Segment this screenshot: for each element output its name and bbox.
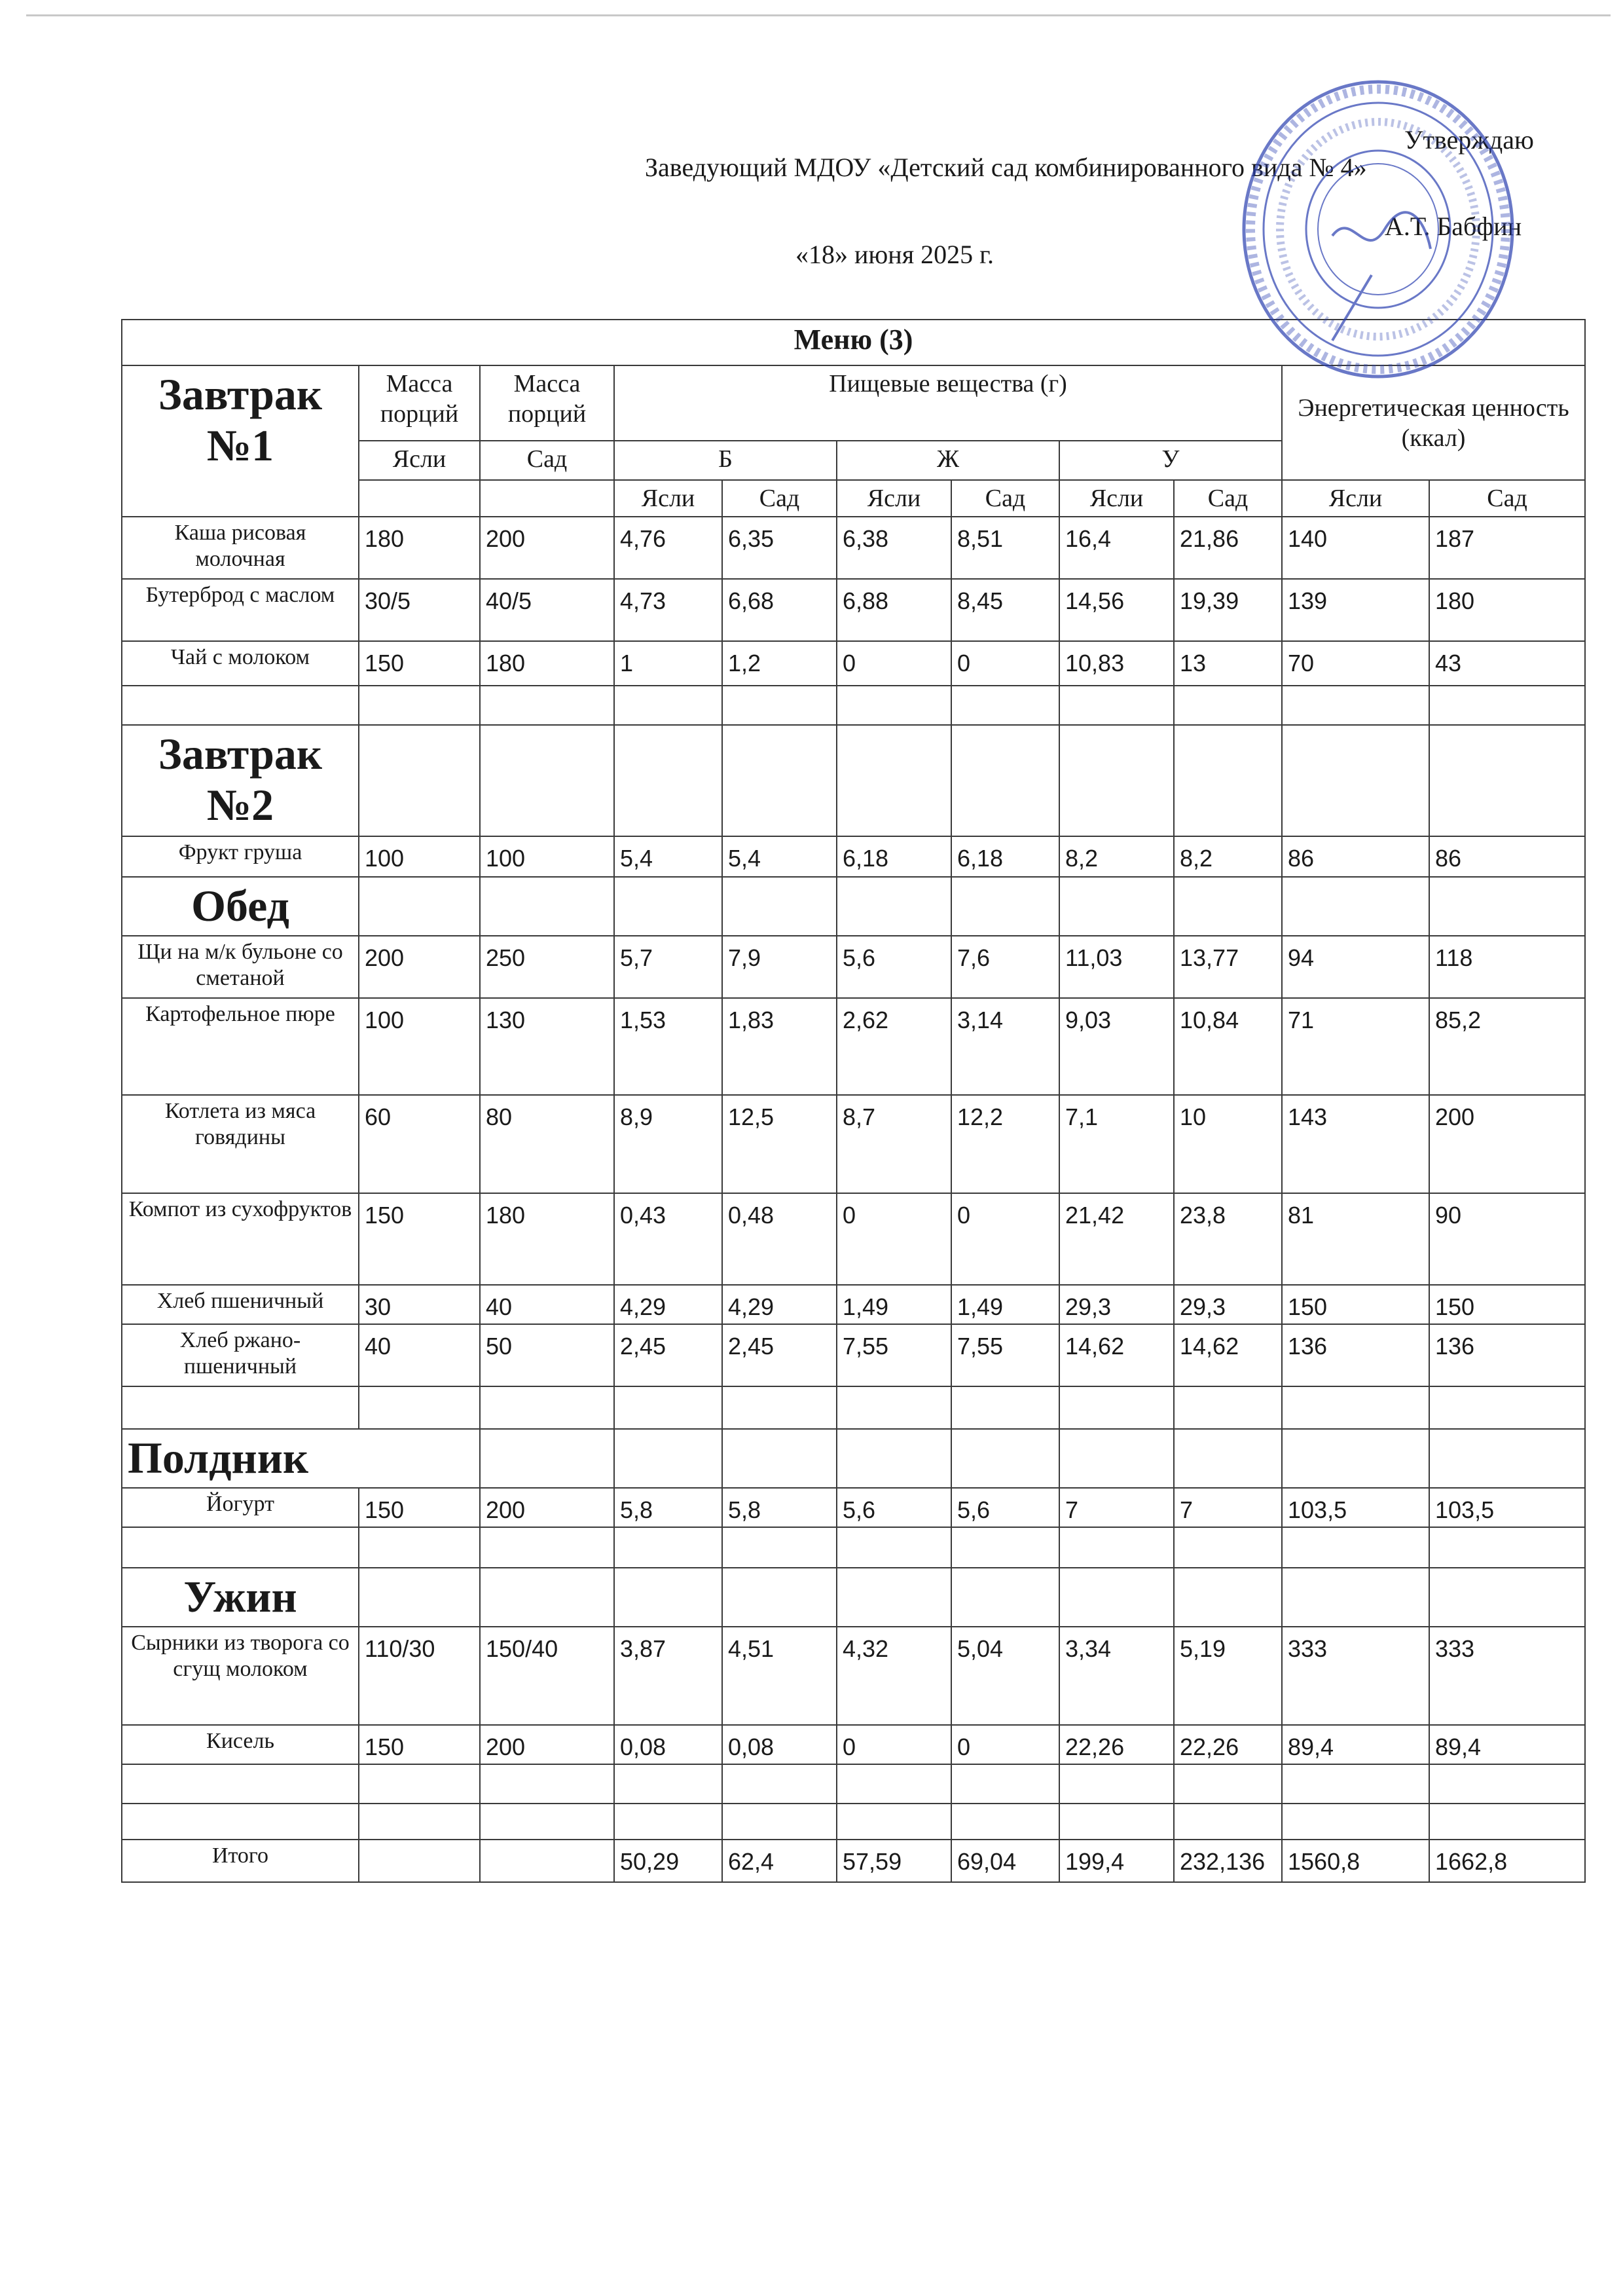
dish-name: Сырники из творога со сгущ молоком [122, 1627, 359, 1725]
value-cell: 89,4 [1429, 1725, 1585, 1764]
value-cell: 0,43 [614, 1193, 722, 1285]
section-row [122, 877, 1585, 936]
empty-cell [614, 1386, 722, 1429]
section-breakfast-2: Завтрак №2 [122, 725, 359, 836]
value-cell: 0 [837, 641, 951, 686]
value-cell: 4,29 [722, 1285, 837, 1324]
energy-header: Энергетическая ценность (ккал) [1282, 365, 1585, 480]
value-cell: 5,04 [951, 1627, 1059, 1725]
value-cell: 180 [359, 517, 480, 579]
empty-cell [359, 1386, 480, 1429]
energy-sad-label: Сад [1429, 480, 1585, 517]
value-cell: 7,55 [951, 1324, 1059, 1386]
empty-cell [951, 1386, 1059, 1429]
carbs-yasli-label: Ясли [1059, 480, 1174, 517]
value-cell: 5,4 [722, 836, 837, 877]
value-cell: 62,4 [722, 1840, 837, 1882]
value-cell: 40/5 [480, 579, 614, 641]
value-cell: 12,5 [722, 1095, 837, 1193]
value-cell: 43 [1429, 641, 1585, 686]
value-cell: 8,9 [614, 1095, 722, 1193]
value-cell: 22,26 [1059, 1725, 1174, 1764]
empty-cell [1282, 686, 1429, 725]
value-cell: 0,08 [614, 1725, 722, 1764]
value-cell: 6,88 [837, 579, 951, 641]
empty-cell [1282, 1804, 1429, 1840]
value-cell: 199,4 [1059, 1840, 1174, 1882]
value-cell: 6,38 [837, 517, 951, 579]
dish-name: Чай с молоком [122, 641, 359, 686]
mass-header-sad: Масса порций [480, 365, 614, 441]
dish-name: Картофельное пюре [122, 998, 359, 1095]
value-cell: 130 [480, 998, 614, 1095]
empty-cell [480, 1527, 614, 1568]
value-cell: 6,18 [837, 836, 951, 877]
dish-name: Котлета из мяса говядины [122, 1095, 359, 1193]
empty-cell [359, 1804, 480, 1840]
value-cell: 1560,8 [1282, 1840, 1429, 1882]
section-row [122, 725, 1585, 836]
value-cell: 13,77 [1174, 936, 1282, 998]
empty-cell [1059, 1386, 1174, 1429]
table-row [122, 936, 1585, 998]
carbs-header: У [1059, 441, 1282, 480]
value-cell: 150 [359, 641, 480, 686]
value-cell: 29,3 [1174, 1285, 1282, 1324]
value-cell: 6,68 [722, 579, 837, 641]
value-cell: 100 [359, 836, 480, 877]
value-cell: 0,48 [722, 1193, 837, 1285]
value-cell: 1662,8 [1429, 1840, 1585, 1882]
value-cell: 100 [480, 836, 614, 877]
value-cell: 0,08 [722, 1725, 837, 1764]
value-cell: 136 [1429, 1324, 1585, 1386]
section-row [122, 1568, 1585, 1627]
approval-date: «18» июня 2025 г. [795, 240, 994, 269]
value-cell: 200 [359, 936, 480, 998]
value-cell: 139 [1282, 579, 1429, 641]
value-cell: 180 [480, 1193, 614, 1285]
value-cell: 10,83 [1059, 641, 1174, 686]
value-cell: 11,03 [1059, 936, 1174, 998]
value-cell: 1,53 [614, 998, 722, 1095]
value-cell: 22,26 [1174, 1725, 1282, 1764]
energy-yasli-label: Ясли [1282, 480, 1429, 517]
value-cell: 23,8 [1174, 1193, 1282, 1285]
value-cell: 150/40 [480, 1627, 614, 1725]
section-dinner: Ужин [122, 1568, 359, 1627]
value-cell: 136 [1282, 1324, 1429, 1386]
dish-name: Йогурт [122, 1488, 359, 1527]
empty-cell [359, 1527, 480, 1568]
dish-name: Каша рисовая молочная [122, 517, 359, 579]
value-cell: 333 [1282, 1627, 1429, 1725]
empty-cell [614, 1804, 722, 1840]
value-cell: 81 [1282, 1193, 1429, 1285]
value-cell: 150 [1282, 1285, 1429, 1324]
value-cell: 0 [951, 641, 1059, 686]
dish-name: Хлеб ржано-пшеничный [122, 1324, 359, 1386]
empty-cell [1282, 1764, 1429, 1804]
dish-name: Итого [122, 1840, 359, 1882]
value-cell: 16,4 [1059, 517, 1174, 579]
empty-cell [614, 686, 722, 725]
value-cell: 2,45 [722, 1324, 837, 1386]
protein-header: Б [614, 441, 837, 480]
dish-name: Бутерброд с маслом [122, 579, 359, 641]
value-cell: 7,55 [837, 1324, 951, 1386]
value-cell: 8,45 [951, 579, 1059, 641]
value-cell: 57,59 [837, 1840, 951, 1882]
head-position-line: Заведующий МДОУ «Детский сад комбинированного вида № 4» [645, 153, 1367, 182]
value-cell: 232,136 [1174, 1840, 1282, 1882]
value-cell: 5,7 [614, 936, 722, 998]
table-row [122, 1285, 1585, 1324]
value-cell: 4,51 [722, 1627, 837, 1725]
value-cell: 12,2 [951, 1095, 1059, 1193]
value-cell: 6,18 [951, 836, 1059, 877]
value-cell: 7,9 [722, 936, 837, 998]
table-row [122, 579, 1585, 641]
value-cell: 0 [837, 1725, 951, 1764]
fat-header: Ж [837, 441, 1059, 480]
value-cell: 150 [359, 1193, 480, 1285]
empty-cell [1059, 1804, 1174, 1840]
value-cell: 5,6 [837, 936, 951, 998]
signer-name: А.Т. Бабфин [1385, 212, 1522, 241]
value-cell: 89,4 [1282, 1725, 1429, 1764]
value-cell: 0 [951, 1725, 1059, 1764]
section-lunch: Обед [122, 877, 359, 936]
empty-cell [480, 1386, 614, 1429]
value-cell: 30/5 [359, 579, 480, 641]
value-cell: 8,51 [951, 517, 1059, 579]
protein-sad-label: Сад [722, 480, 837, 517]
value-cell: 200 [480, 1725, 614, 1764]
value-cell: 7,6 [951, 936, 1059, 998]
value-cell: 8,2 [1174, 836, 1282, 877]
table-row [122, 517, 1585, 579]
section-breakfast-1: Завтрак №1 [122, 365, 359, 517]
empty-cell [1429, 1804, 1585, 1840]
value-cell: 2,62 [837, 998, 951, 1095]
empty-cell [1174, 686, 1282, 725]
mass-header-yasli: Масса порций [359, 365, 480, 441]
value-cell: 14,56 [1059, 579, 1174, 641]
empty-cell [1059, 686, 1174, 725]
value-cell: 50 [480, 1324, 614, 1386]
value-cell: 19,39 [1174, 579, 1282, 641]
value-cell: 103,5 [1429, 1488, 1585, 1527]
empty-cell [722, 1764, 837, 1804]
empty-cell [722, 686, 837, 725]
value-cell: 71 [1282, 998, 1429, 1095]
empty-cell [837, 1804, 951, 1840]
empty-cell [722, 1386, 837, 1429]
value-cell: 9,03 [1059, 998, 1174, 1095]
table-row [122, 836, 1585, 877]
value-cell: 0 [951, 1193, 1059, 1285]
value-cell: 1,83 [722, 998, 837, 1095]
official-stamp [1234, 65, 1522, 393]
empty-cell [951, 1527, 1059, 1568]
value-cell: 70 [1282, 641, 1429, 686]
value-cell: 10 [1174, 1095, 1282, 1193]
empty-cell [122, 686, 359, 725]
value-cell: 5,8 [722, 1488, 837, 1527]
value-cell: 1,2 [722, 641, 837, 686]
empty-cell [951, 686, 1059, 725]
table-row [122, 686, 1585, 725]
value-cell: 21,86 [1174, 517, 1282, 579]
empty-cell [359, 686, 480, 725]
empty-cell [1174, 1527, 1282, 1568]
value-cell: 110/30 [359, 1627, 480, 1725]
nutrients-header: Пищевые вещества (г) [614, 365, 1282, 441]
section-row [122, 1429, 1585, 1488]
value-cell: 50,29 [614, 1840, 722, 1882]
value-cell: 8,7 [837, 1095, 951, 1193]
value-cell: 1,49 [837, 1285, 951, 1324]
empty-cell [837, 1764, 951, 1804]
fat-sad-label: Сад [951, 480, 1059, 517]
dish-name: Фрукт груша [122, 836, 359, 877]
empty-cell [480, 1764, 614, 1804]
value-cell: 6,35 [722, 517, 837, 579]
value-cell: 118 [1429, 936, 1585, 998]
empty-cell [1059, 1764, 1174, 1804]
table-row [122, 1527, 1585, 1568]
value-cell: 40 [359, 1324, 480, 1386]
value-cell: 4,73 [614, 579, 722, 641]
value-cell: 60 [359, 1095, 480, 1193]
value-cell: 10,84 [1174, 998, 1282, 1095]
value-cell: 7,1 [1059, 1095, 1174, 1193]
empty-cell [122, 1764, 359, 1804]
empty-cell [1429, 1527, 1585, 1568]
carbs-sad-label: Сад [1174, 480, 1282, 517]
empty-cell [951, 1764, 1059, 1804]
value-cell: 187 [1429, 517, 1585, 579]
value-cell: 14,62 [1059, 1324, 1174, 1386]
empty-cell [837, 686, 951, 725]
empty-cell [480, 686, 614, 725]
table-row [122, 1627, 1585, 1725]
empty-cell [1059, 1527, 1174, 1568]
value-cell: 14,62 [1174, 1324, 1282, 1386]
empty-cell [1174, 1386, 1282, 1429]
value-cell: 3,34 [1059, 1627, 1174, 1725]
table-row [122, 1386, 1585, 1429]
value-cell: 8,2 [1059, 836, 1174, 877]
value-cell: 100 [359, 998, 480, 1095]
value-cell: 5,6 [951, 1488, 1059, 1527]
table-row [122, 1804, 1585, 1840]
table-row [122, 1725, 1585, 1764]
menu-title: Меню (3) [122, 320, 1585, 365]
empty-cell [1429, 1386, 1585, 1429]
dish-name: Кисель [122, 1725, 359, 1764]
mass-sad-label: Сад [480, 441, 614, 480]
empty-cell [1282, 1386, 1429, 1429]
value-cell: 5,19 [1174, 1627, 1282, 1725]
value-cell: 333 [1429, 1627, 1585, 1725]
scan-edge-line [26, 14, 1611, 16]
value-cell [359, 1840, 480, 1882]
value-cell: 103,5 [1282, 1488, 1429, 1527]
value-cell: 7 [1059, 1488, 1174, 1527]
value-cell: 143 [1282, 1095, 1429, 1193]
value-cell: 29,3 [1059, 1285, 1174, 1324]
value-cell: 5,4 [614, 836, 722, 877]
approve-label: Утверждаю [1404, 125, 1534, 155]
value-cell: 4,76 [614, 517, 722, 579]
table-row [122, 641, 1585, 686]
value-cell: 3,87 [614, 1627, 722, 1725]
value-cell: 150 [1429, 1285, 1585, 1324]
mass-yasli-label: Ясли [359, 441, 480, 480]
value-cell: 86 [1282, 836, 1429, 877]
value-cell: 13 [1174, 641, 1282, 686]
fat-yasli-label: Ясли [837, 480, 951, 517]
total-row [122, 1840, 1585, 1882]
empty-cell [1174, 1764, 1282, 1804]
empty-cell [614, 1764, 722, 1804]
value-cell: 150 [359, 1488, 480, 1527]
empty-cell [614, 1527, 722, 1568]
value-cell [480, 1840, 614, 1882]
table-row [122, 1095, 1585, 1193]
dish-name: Компот из сухофруктов [122, 1193, 359, 1285]
table-row [122, 1193, 1585, 1285]
value-cell: 4,29 [614, 1285, 722, 1324]
empty-cell [359, 480, 480, 517]
value-cell: 180 [480, 641, 614, 686]
value-cell: 85,2 [1429, 998, 1585, 1095]
value-cell: 180 [1429, 579, 1585, 641]
value-cell: 40 [480, 1285, 614, 1324]
empty-cell [1174, 1804, 1282, 1840]
section-snack: Полдник [122, 1429, 480, 1488]
value-cell: 86 [1429, 836, 1585, 877]
value-cell: 200 [1429, 1095, 1585, 1193]
value-cell: 250 [480, 936, 614, 998]
empty-cell [722, 1527, 837, 1568]
value-cell: 140 [1282, 517, 1429, 579]
empty-cell [122, 1386, 359, 1429]
value-cell: 3,14 [951, 998, 1059, 1095]
value-cell: 5,8 [614, 1488, 722, 1527]
dish-name: Хлеб пшеничный [122, 1285, 359, 1324]
value-cell: 94 [1282, 936, 1429, 998]
value-cell: 2,45 [614, 1324, 722, 1386]
value-cell: 90 [1429, 1193, 1585, 1285]
empty-cell [951, 1804, 1059, 1840]
empty-cell [480, 1804, 614, 1840]
value-cell: 30 [359, 1285, 480, 1324]
empty-cell [1429, 1764, 1585, 1804]
protein-yasli-label: Ясли [614, 480, 722, 517]
value-cell: 4,32 [837, 1627, 951, 1725]
value-cell: 7 [1174, 1488, 1282, 1527]
empty-cell [480, 480, 614, 517]
value-cell: 80 [480, 1095, 614, 1193]
empty-cell [1429, 686, 1585, 725]
value-cell: 1,49 [951, 1285, 1059, 1324]
value-cell: 200 [480, 1488, 614, 1527]
value-cell: 21,42 [1059, 1193, 1174, 1285]
empty-cell [837, 1386, 951, 1429]
empty-cell [837, 1527, 951, 1568]
table-row [122, 1488, 1585, 1527]
menu-table [121, 319, 1586, 1883]
empty-cell [122, 1527, 359, 1568]
value-cell: 5,6 [837, 1488, 951, 1527]
value-cell: 150 [359, 1725, 480, 1764]
value-cell: 0 [837, 1193, 951, 1285]
value-cell: 69,04 [951, 1840, 1059, 1882]
dish-name: Щи на м/к бульоне со сметаной [122, 936, 359, 998]
empty-cell [722, 1804, 837, 1840]
empty-cell [122, 1804, 359, 1840]
value-cell: 1 [614, 641, 722, 686]
table-row [122, 998, 1585, 1095]
table-row [122, 1764, 1585, 1804]
table-row [122, 1324, 1585, 1386]
empty-cell [1282, 1527, 1429, 1568]
value-cell: 200 [480, 517, 614, 579]
empty-cell [359, 1764, 480, 1804]
